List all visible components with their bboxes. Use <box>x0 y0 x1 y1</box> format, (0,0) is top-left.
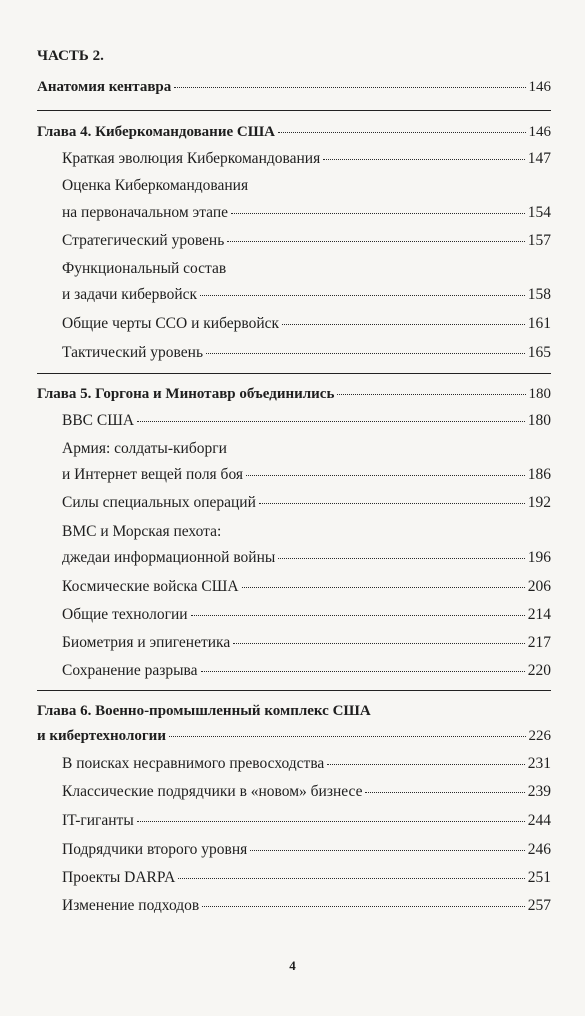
entry-page: 196 <box>527 549 551 566</box>
leader-dots <box>242 587 525 588</box>
entry-page: 246 <box>527 841 551 858</box>
entry-title: Общие технологии <box>62 606 188 623</box>
chapter-6-title-line1: Глава 6. Военно-промышленный комплекс США <box>37 703 371 719</box>
page-number: 4 <box>289 958 296 973</box>
entry-title-line1: Функциональный состав <box>62 260 227 277</box>
entry-title: Биометрия и эпигенетика <box>62 634 231 651</box>
leader-dots <box>137 421 525 422</box>
part-heading: ЧАСТЬ 2. <box>37 48 104 64</box>
toc-entry <box>62 232 551 250</box>
entry-page: 157 <box>527 232 551 249</box>
toc-entry <box>62 578 551 596</box>
chapter-6-entry <box>37 727 551 745</box>
toc-entry <box>62 869 551 887</box>
toc-entry <box>62 812 551 830</box>
entry-page: 147 <box>527 150 551 167</box>
entry-title: Космические войска США <box>62 578 239 595</box>
entry-page: 257 <box>527 897 551 914</box>
leader-dots <box>191 615 525 616</box>
entry-page: 217 <box>527 634 551 651</box>
entry-title-line1: Оценка Киберкомандования <box>62 177 249 194</box>
chapter-title: Глава 4. Киберкомандование США <box>37 124 276 140</box>
chapter-title: и кибертехнологии <box>37 728 166 744</box>
entry-title-line1: Армия: солдаты-киборги <box>62 440 227 457</box>
leader-dots <box>365 792 524 793</box>
entry-page: 180 <box>528 386 551 402</box>
leader-dots <box>227 241 524 242</box>
leader-dots <box>282 324 525 325</box>
entry-page: 220 <box>527 662 551 679</box>
leader-dots <box>278 132 525 133</box>
entry-page: 180 <box>527 412 551 429</box>
entry-title: Изменение подходов <box>62 897 200 914</box>
leader-dots <box>231 213 525 214</box>
entry-page: 158 <box>527 286 551 303</box>
entry-page: 161 <box>527 315 551 332</box>
entry-page: 206 <box>527 578 551 595</box>
leader-dots <box>178 878 524 879</box>
leader-dots <box>202 906 525 907</box>
entry-page: 165 <box>527 344 551 361</box>
toc-entry <box>62 606 551 624</box>
toc-entry <box>62 662 551 680</box>
chapter-title: Глава 5. Горгона и Минотавр объединились <box>37 386 335 402</box>
leader-dots <box>169 736 526 737</box>
entry-title: ВВС США <box>62 412 135 429</box>
toc-entry <box>62 755 551 773</box>
leader-dots <box>200 295 525 296</box>
toc-entry <box>62 344 551 362</box>
toc-entry <box>62 549 551 567</box>
leader-dots <box>250 850 524 851</box>
entry-page: 231 <box>527 755 551 772</box>
toc-entry <box>62 783 551 801</box>
section-divider <box>37 373 551 374</box>
toc-entry <box>62 634 551 652</box>
leader-dots <box>337 394 525 395</box>
section-divider <box>37 110 551 111</box>
toc-entry <box>62 204 551 222</box>
entry-page: 146 <box>528 124 551 140</box>
toc-entry <box>62 494 551 512</box>
leader-dots <box>259 503 525 504</box>
leader-dots <box>201 671 525 672</box>
toc-entry-part <box>37 78 551 96</box>
leader-dots <box>246 475 525 476</box>
entry-title: Силы специальных операций <box>62 494 256 511</box>
entry-page: 214 <box>527 606 551 623</box>
entry-page: 239 <box>527 783 551 800</box>
entry-title: Сохранение разрыва <box>62 662 198 679</box>
entry-title: Стратегический уровень <box>62 232 225 249</box>
leader-dots <box>174 87 525 88</box>
entry-title: Общие черты ССО и кибервойск <box>62 315 280 332</box>
chapter-4-entry <box>37 123 551 141</box>
entry-page: 192 <box>527 494 551 511</box>
leader-dots <box>327 764 524 765</box>
leader-dots <box>323 159 525 160</box>
entry-title: джедаи информационной войны <box>62 549 276 566</box>
entry-title: на первоначальном этапе <box>62 204 229 221</box>
entry-page: 186 <box>527 466 551 483</box>
entry-page: 146 <box>528 79 551 95</box>
entry-title: Анатомия кентавра <box>37 79 172 95</box>
leader-dots <box>278 558 524 559</box>
entry-title: и задачи кибервойск <box>62 286 198 303</box>
entry-title: Подрядчики второго уровня <box>62 841 248 858</box>
toc-entry <box>62 466 551 484</box>
entry-title: Краткая эволюция Киберкомандования <box>62 150 321 167</box>
leader-dots <box>233 643 525 644</box>
toc-entry <box>62 841 551 859</box>
toc-entry <box>62 897 551 915</box>
entry-page: 154 <box>527 204 551 221</box>
entry-page: 251 <box>527 869 551 886</box>
entry-title: Тактический уровень <box>62 344 204 361</box>
toc-entry <box>62 286 551 304</box>
entry-title: Проекты DARPA <box>62 869 176 886</box>
toc-entry <box>62 412 551 430</box>
toc-entry <box>62 150 551 168</box>
entry-title: Классические подрядчики в «новом» бизнесе <box>62 783 363 800</box>
entry-title: IT-гиганты <box>62 812 134 829</box>
entry-page: 226 <box>528 728 551 744</box>
entry-page: 244 <box>527 812 551 829</box>
leader-dots <box>206 353 525 354</box>
entry-title-line1: ВМС и Морская пехота: <box>62 523 222 540</box>
entry-title: и Интернет вещей поля боя <box>62 466 244 483</box>
entry-title: В поисках несравнимого превосходства <box>62 755 325 772</box>
toc-entry <box>62 315 551 333</box>
chapter-5-entry <box>37 385 551 403</box>
section-divider <box>37 690 551 691</box>
leader-dots <box>137 821 525 822</box>
